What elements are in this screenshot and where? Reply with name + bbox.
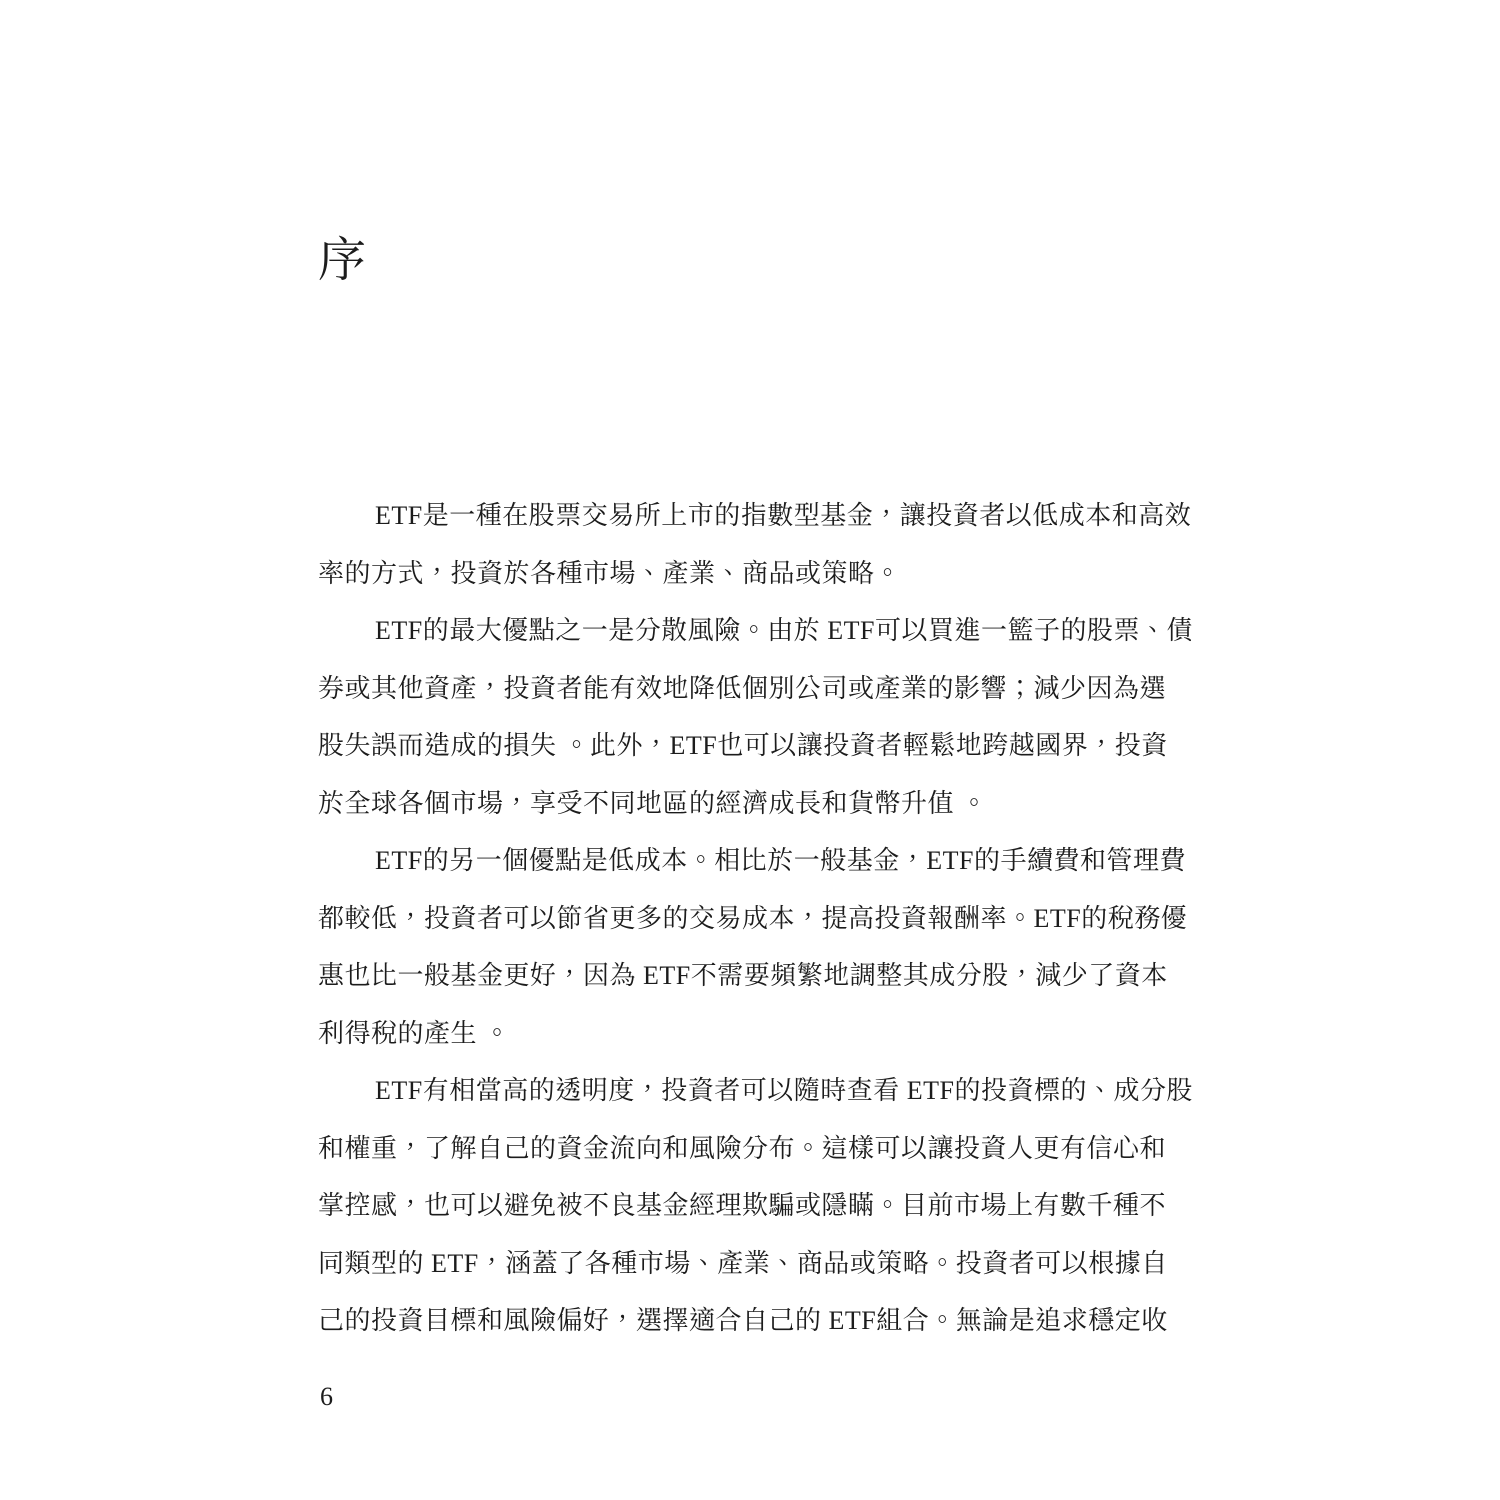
text-line: 股失誤而造成的損失 。此外，ETF也可以讓投資者輕鬆地跨越國界，投資 — [318, 731, 1168, 760]
chapter-title: 序 — [318, 234, 368, 288]
text-line: ETF的最大優點之一是分散風險。由於 ETF可以買進一籃子的股票、債 — [375, 616, 1193, 645]
text-line: ETF有相當高的透明度，投資者可以隨時查看 ETF的投資標的、成分股 — [375, 1076, 1193, 1105]
paragraph-4 — [318, 1062, 1193, 1350]
text-line: 利得稅的產生 。 — [318, 1018, 511, 1048]
text-line: 掌控感，也可以避免被不良基金經理欺騙或隱瞞。目前市場上有數千種不 — [318, 1191, 1167, 1220]
text-line: 和權重，了解自己的資金流向和風險分布。這樣可以讓投資人更有信心和 — [318, 1133, 1167, 1163]
text-line: ETF的另一個優點是低成本。相比於一般基金，ETF的手續費和管理費 — [375, 846, 1186, 875]
page-number: 6 — [320, 1382, 333, 1411]
text-line: 己的投資目標和風險偏好，選擇適合自己的 ETF組合。無論是追求穩定收 — [318, 1306, 1168, 1335]
paragraph-1 — [318, 487, 1190, 602]
text-line: 惠也比一般基金更好，因為 ETF不需要頻繁地調整其成分股，減少了資本 — [318, 961, 1168, 990]
text-line: 券或其他資產，投資者能有效地降低個別公司或產業的影響；減少因為選 — [318, 673, 1167, 703]
text-line: 都較低，投資者可以節省更多的交易成本，提高投資報酬率。ETF的稅務優 — [318, 903, 1188, 933]
text-line: ETF是一種在股票交易所上市的指數型基金，讓投資者以低成本和高效 — [375, 501, 1192, 530]
text-line: 同類型的 ETF，涵蓋了各種市場、產業、商品或策略。投資者可以根據自 — [318, 1248, 1168, 1278]
paragraph-2 — [318, 602, 1193, 832]
text-line: 率的方式，投資於各種市場、產業、商品或策略。 — [318, 558, 902, 588]
text-line: 於全球各個市場，享受不同地區的經濟成長和貨幣升值 。 — [318, 788, 988, 818]
body-text — [318, 487, 1193, 1350]
paragraph-3 — [318, 832, 1190, 1062]
